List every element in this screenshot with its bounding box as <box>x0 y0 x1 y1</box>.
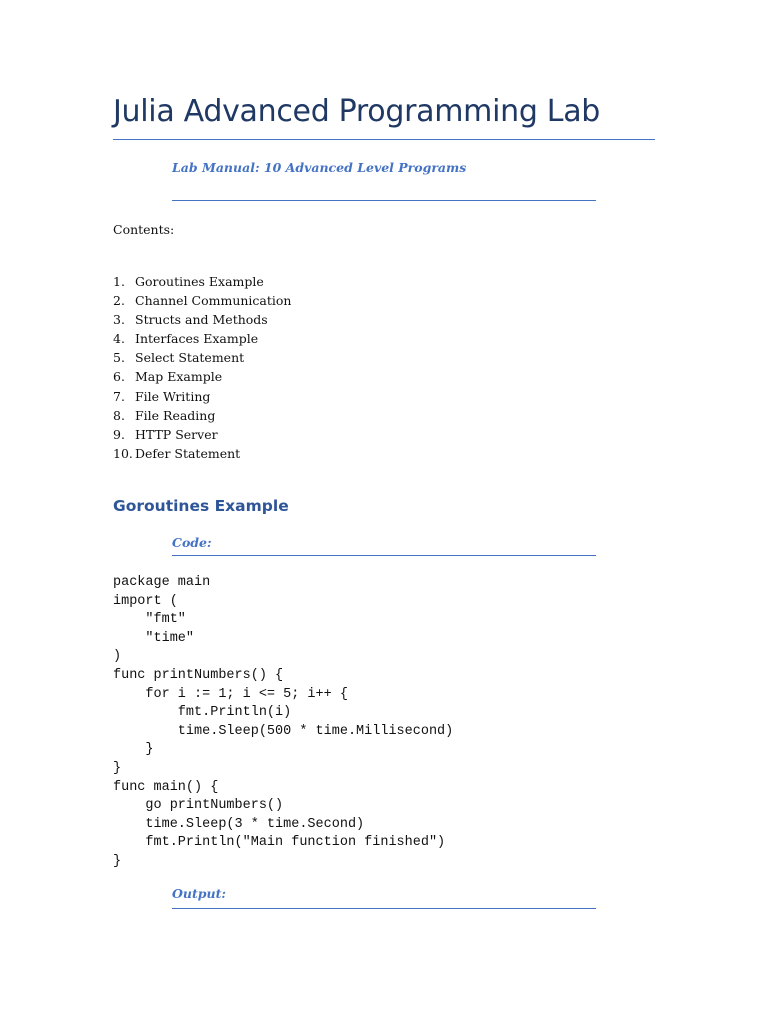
contents-label: Contents: <box>113 222 175 237</box>
code-line: import ( <box>113 593 178 609</box>
toc-item-number: 2. <box>113 293 125 309</box>
code-line: } <box>113 742 154 758</box>
toc-item-number: 3. <box>113 312 125 328</box>
toc-item <box>113 348 291 367</box>
toc-item-number: 6. <box>113 369 125 385</box>
title-underline <box>113 139 655 140</box>
toc-item-label: File Writing <box>135 388 211 404</box>
code-line: } <box>113 853 122 869</box>
toc-item <box>113 310 291 329</box>
toc-item-label: Channel Communication <box>135 293 292 309</box>
toc-item-number: 5. <box>113 350 125 366</box>
toc-item <box>113 329 291 348</box>
code-label: Code: <box>172 535 212 550</box>
code-line: "fmt" <box>113 612 186 628</box>
code-block <box>113 574 453 872</box>
toc-item-label: File Reading <box>135 407 216 423</box>
toc-item <box>113 406 291 425</box>
code-line: } <box>113 760 122 776</box>
code-line: go printNumbers() <box>113 798 284 814</box>
toc-item-number: 9. <box>113 426 125 442</box>
code-line: fmt.Println(i) <box>113 705 292 721</box>
toc-item-label: Goroutines Example <box>135 274 264 289</box>
code-line: func main() { <box>113 779 219 795</box>
code-line: fmt.Println("Main function finished") <box>113 835 446 851</box>
code-line: package main <box>113 575 211 590</box>
code-line: for i := 1; i <= 5; i++ { <box>113 686 348 702</box>
code-line: ) <box>113 649 122 665</box>
table-of-contents <box>113 272 291 463</box>
code-line: time.Sleep(500 * time.Millisecond) <box>113 723 454 739</box>
toc-item-number: 8. <box>113 407 125 423</box>
toc-item-label: Interfaces Example <box>135 331 259 347</box>
toc-item <box>113 291 291 310</box>
document-title: Julia Advanced Programming Lab <box>113 94 601 129</box>
toc-item-label: Map Example <box>135 369 223 385</box>
toc-item-label: Structs and Methods <box>135 312 268 328</box>
document-subtitle: Lab Manual: 10 Advanced Level Programs <box>172 160 467 175</box>
toc-item <box>113 367 291 386</box>
toc-item <box>113 444 291 463</box>
toc-item-number: 10. <box>113 445 133 461</box>
toc-item <box>113 272 291 291</box>
toc-item <box>113 425 291 444</box>
code-label-underline <box>172 555 596 556</box>
toc-item-number: 1. <box>113 274 125 289</box>
subtitle-underline <box>172 200 596 201</box>
toc-item-number: 7. <box>113 388 125 404</box>
toc-item-number: 4. <box>113 331 125 347</box>
output-label-underline <box>172 908 596 909</box>
toc-item <box>113 387 291 406</box>
code-line: "time" <box>113 630 195 646</box>
output-label: Output: <box>172 886 226 901</box>
toc-item-label: Defer Statement <box>135 445 241 461</box>
code-line: func printNumbers() { <box>113 667 284 683</box>
toc-item-label: Select Statement <box>135 350 245 366</box>
section-heading: Goroutines Example <box>113 497 289 515</box>
code-line: time.Sleep(3 * time.Second) <box>113 816 365 832</box>
toc-item-label: HTTP Server <box>135 426 218 442</box>
